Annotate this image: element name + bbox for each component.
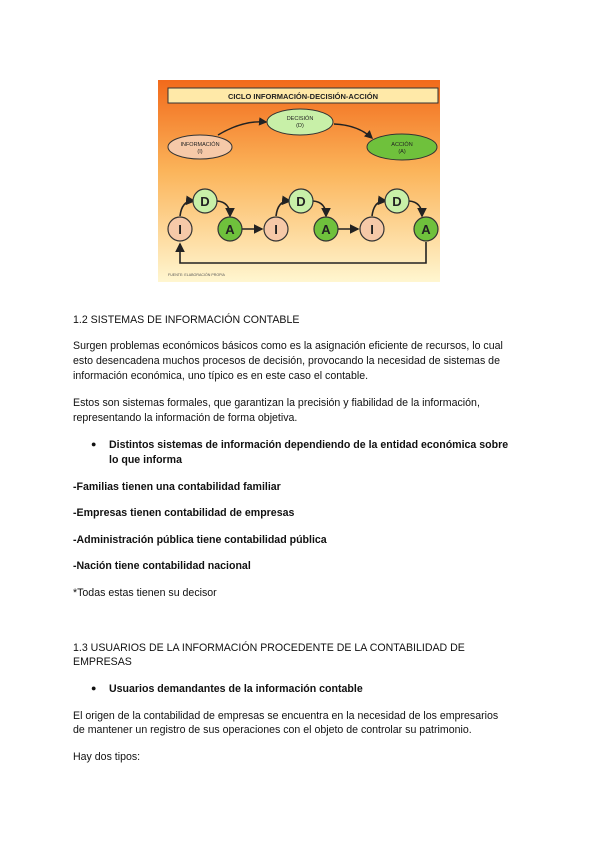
section-13-para-line1: El origen de la contabilidad de empresas se encuentra en la necesidad de los empresarios: [73, 710, 499, 722]
figure-footer: FUENTE: ELABORACIÓN PROPIA: [168, 273, 225, 277]
cycle-i-letter-1: I: [178, 222, 182, 237]
accion-code: (A): [398, 149, 406, 155]
informacion-code: (I): [197, 149, 203, 155]
accion-label: ACCIÓN: [391, 142, 413, 148]
cycle-d-letter-3: D: [392, 194, 402, 209]
bullet-text-line2: lo que informa: [109, 454, 182, 466]
cycle-a-letter-1: A: [225, 222, 235, 237]
cycle-d-letter-1: D: [200, 194, 210, 209]
decision-code: (D): [296, 123, 304, 129]
decision-node: [267, 109, 333, 135]
section-12-heading: 1.2 SISTEMAS DE INFORMACIÓN CONTABLE: [73, 314, 300, 326]
list-item-familias: -Familias tienen una contabilidad familiar: [73, 481, 281, 493]
types-intro: Hay dos tipos:: [73, 751, 141, 763]
section-13-heading-line1: 1.3 USUARIOS DE LA INFORMACIÓN PROCEDENTE DE LA CONTABILIDAD DE: [73, 642, 465, 654]
decision-label: DECISIÓN: [286, 116, 314, 122]
section-12-para1-line1: Surgen problemas económicos básicos como es la asignación eficiente de recursos, lo cual: [73, 340, 503, 352]
informacion-label: INFORMACIÓN: [180, 142, 220, 148]
bullet-dot: ●: [91, 439, 97, 449]
note-decisor: *Todas estas tienen su decisor: [73, 587, 217, 599]
section-12-para2-line1: Estos son sistemas formales, que garantizan la precisión y fiabilidad de la información,: [73, 397, 480, 409]
cycle-a-letter-3: A: [421, 222, 431, 237]
figure-title: CICLO INFORMACIÓN-DECISIÓN-ACCIÓN: [228, 92, 378, 101]
list-item-nacion: -Nación tiene contabilidad nacional: [73, 560, 251, 572]
bullet-text-line1: Distintos sistemas de información dependiendo de la entidad económica sobre: [109, 439, 509, 451]
cycle-diagram: [158, 80, 440, 282]
bullet-dot: ●: [91, 683, 97, 693]
list-item-administracion: -Administración pública tiene contabilidad pública: [73, 534, 327, 546]
list-item-empresas: -Empresas tienen contabilidad de empresas: [73, 507, 295, 519]
section-12-para2-line2: representando la información de forma objetiva.: [73, 412, 298, 424]
bullet-item-usuarios: [0, 682, 600, 698]
bullet-text-usuarios: Usuarios demandantes de la información contable: [109, 683, 363, 695]
section-13-para-line2: de mantener un registro de sus operaciones con el objeto de controlar su patrimonio.: [73, 724, 472, 736]
bullet-item-sistemas: [0, 438, 600, 468]
section-13-heading-line2: EMPRESAS: [73, 656, 132, 668]
cycle-i-letter-3: I: [370, 222, 374, 237]
cycle-diagram-svg: [158, 80, 440, 282]
section-12-para1-line3: información económica, uno típico es en este caso el contable.: [73, 370, 369, 382]
section-12-para1-line2: esto desencadena muchos procesos de decisión, provocando la necesidad de sistemas de: [73, 355, 500, 367]
cycle-i-letter-2: I: [274, 222, 278, 237]
cycle-a-letter-2: A: [321, 222, 331, 237]
cycle-d-letter-2: D: [296, 194, 306, 209]
